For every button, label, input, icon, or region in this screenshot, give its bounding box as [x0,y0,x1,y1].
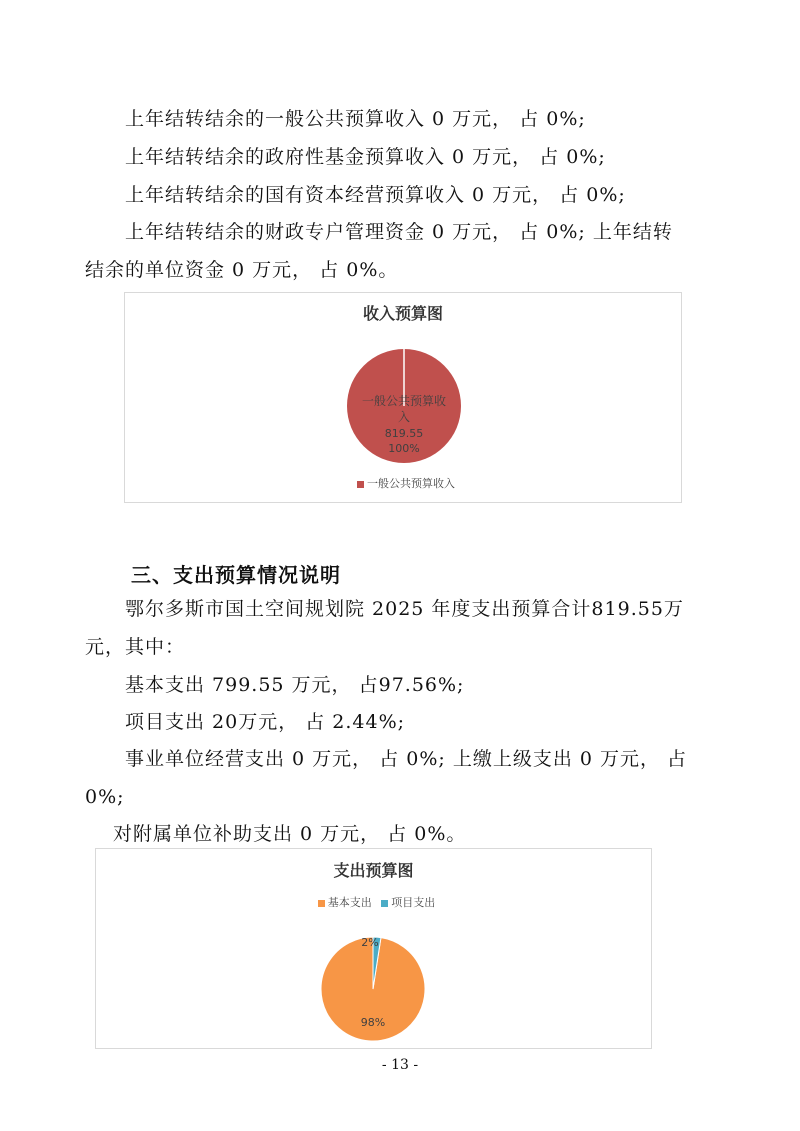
paragraph-expenditure-total-cont: 元，其中： [85,636,186,658]
paragraph-expenditure-total: 鄂尔多斯市国土空间规划院 2025 年度支出预算合计819.55万 [125,598,684,620]
paragraph-operating-expenditure-cont: 0%; [85,786,125,808]
paragraph-project-expenditure: 项目支出 20万元， 占 2.44%; [125,711,406,733]
income-data-label-line2: 入 [397,410,411,424]
income-legend-swatch [357,481,364,488]
income-data-label-value: 819.55 [384,427,424,440]
paragraph-special-account-carryover: 上年结转结余的财政专户管理资金 0 万元， 占 0%; 上年结转 [125,221,673,243]
paragraph-basic-expenditure: 基本支出 799.55 万元， 占97.56%; [125,674,465,696]
expenditure-data-label-project: 2% [361,936,379,949]
paragraph-general-budget-carryover: 上年结转结余的一般公共预算收入 0 万元， 占 0%; [125,108,586,130]
paragraph-fund-budget-carryover: 上年结转结余的政府性基金预算收入 0 万元， 占 0%; [125,146,606,168]
expenditure-legend-label-project: 项目支出 [391,896,436,909]
paragraph-unit-funds-carryover: 结余的单位资金 0 万元， 占 0%。 [85,259,399,281]
expenditure-chart [95,848,652,1049]
income-data-label-line1: 一般公共预算收 [361,394,447,408]
income-legend [125,475,681,491]
expenditure-legend-label-basic: 基本支出 [327,896,372,909]
paragraph-subsidy-expenditure: 对附属单位补助支出 0 万元， 占 0%。 [113,823,467,845]
income-data-label-percent: 100% [388,442,420,455]
expenditure-data-label-basic: 98% [360,1016,386,1029]
page-number: - 13 - [381,1057,419,1073]
income-pie [125,293,681,502]
section-heading-expenditure: 三、支出预算情况说明 [131,563,341,587]
income-chart [124,292,682,503]
paragraph-state-capital-carryover: 上年结转结余的国有资本经营预算收入 0 万元， 占 0%; [125,184,626,206]
income-chart-title: 收入预算图 [362,304,443,323]
expenditure-pie [96,849,651,1048]
paragraph-operating-expenditure: 事业单位经营支出 0 万元， 占 0%; 上缴上级支出 0 万元， 占 [125,748,688,770]
income-legend-label: 一般公共预算收入 [367,477,455,490]
expenditure-chart-title: 支出预算图 [333,861,414,880]
